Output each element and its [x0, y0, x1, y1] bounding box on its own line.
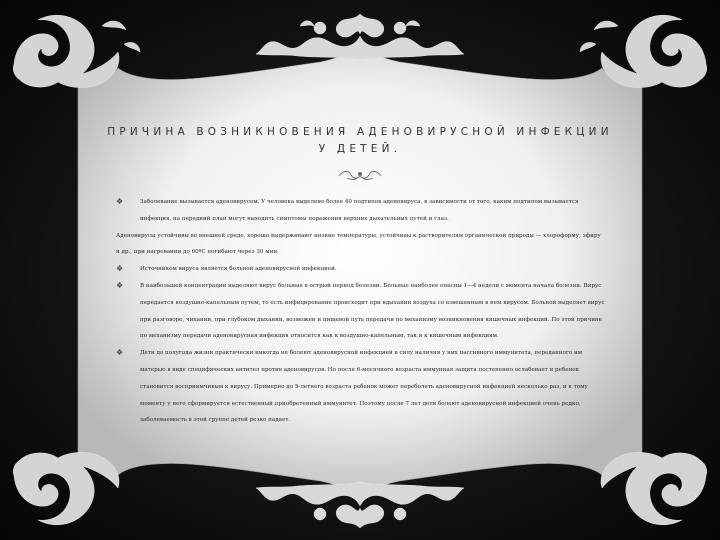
bullet-icon: ❖	[116, 348, 124, 358]
paragraph-cause	[116, 194, 606, 228]
paragraph-immunity	[116, 345, 606, 429]
paragraph-transmission	[116, 278, 606, 345]
paragraph-source	[116, 261, 606, 278]
slide-body	[116, 194, 606, 429]
paragraph-text: В наибольшей концентрации выделяют вирус больные в острый период болезни. Больные наиболее опасны 1—4 недели с момента начала болезни. Вирус передается воздушно-капельным путем, то есть инфицирование происходит при вдыхании воздуха со взвешенным в нем вирусом. Больной выделяет вирус при разговоре, чихании, при глубоком дыхании, возможен и пищевой путь передачи по механизму возникновения кишечных инфекций. По этой причине по механизму передачи аденовирусная инфекция относится как к воздушно-капельным, так и к кишечным инфекциям.	[140, 282, 605, 340]
paragraph-text: Источником вируса является больной аденовирусной инфекцией.	[140, 266, 337, 273]
top-center-ornament	[250, 6, 470, 64]
bottom-left-ornament	[6, 446, 146, 536]
bullet-icon: ❖	[116, 280, 124, 290]
bottom-center-ornament	[250, 478, 470, 536]
paragraph-text: Дети до полугода жизни практически никогда не болеют аденовирусной инфекцией в силу наличия у них пассивного иммунитета, переданного им матерью в виде специфических антител против аденовирусов. Но после 6-месячного возраста иммунная защита постепенно ослабевает и ребенок становится восприимчивым к вирусу. Примерно до 5-летнего возраста ребенок может переболеть аденовирусной инфекцией несколько раз, и к тому моменту у него сформируется естественный приобретенный иммунитет. Поэтому после 7 лет дети болеют аденовирусной инфекцией очень редко, заболеваемость в этой группе детей резко падает.	[140, 350, 588, 424]
paragraph-text: Заболевание вызывается аденовирусом. У человека выделено более 40 подтипов аденовируса, в зависимости от того, каким подтипом вызывается инфекция, на передний план могут выходить симптомы поражения верхних дыхательных путей и глаз.	[140, 199, 579, 222]
top-left-ornament	[6, 4, 146, 94]
bullet-icon: ❖	[116, 197, 124, 206]
bottom-right-ornament	[574, 446, 714, 536]
title-divider-ornament	[335, 168, 385, 182]
slide-title: ПРИЧИНА ВОЗНИКНОВЕНИЯ АДЕНОВИРУСНОЙ ИНФЕКЦИИ У ДЕТЕЙ.	[107, 126, 613, 155]
paragraph-resistance	[116, 228, 606, 262]
paragraph-text: Аденовирусы устойчивы во внешней среде, хорошо выдерживают низкие температуры, устойчивы к растворителям органической природы — хлороформу, эфиру и др., при нагревании до 60ºС погибают через 30 мин.	[116, 232, 601, 256]
bullet-icon: ❖	[116, 264, 124, 274]
top-right-ornament	[574, 4, 714, 94]
